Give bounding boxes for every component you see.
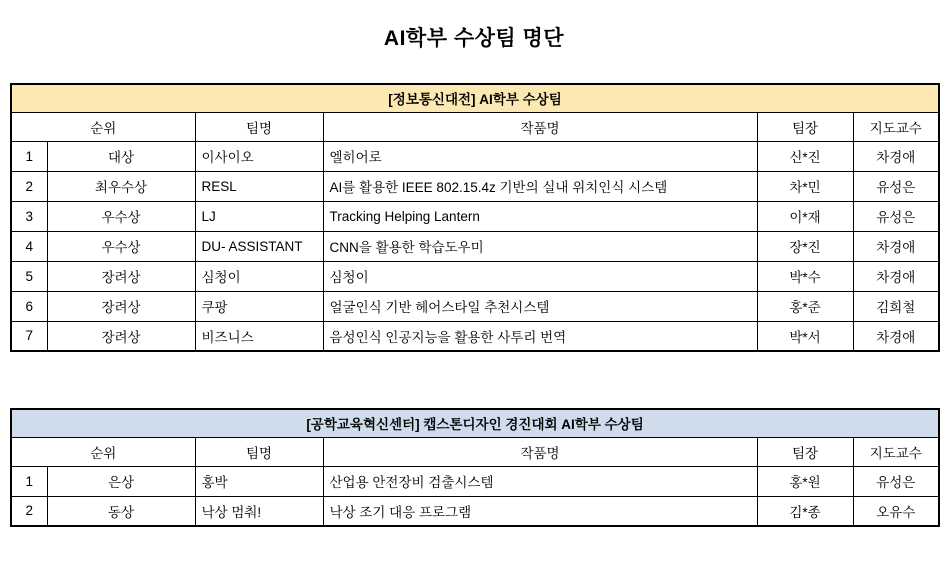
column-header-rank: 순위	[11, 112, 195, 141]
cell-leader: 홍*원	[757, 466, 853, 496]
cell-team: 쿠팡	[195, 291, 323, 321]
cell-professor: 차경애	[853, 141, 939, 171]
table-1-banner: [정보통신대전] AI학부 수상팀	[11, 84, 939, 112]
column-header-leader: 팀장	[757, 437, 853, 466]
table-banner-row	[11, 84, 939, 112]
cell-leader: 김*종	[757, 496, 853, 526]
cell-no: 3	[11, 201, 47, 231]
column-header-professor: 지도교수	[853, 112, 939, 141]
cell-prize: 장려상	[47, 261, 195, 291]
cell-work: 낙상 조기 대응 프로그램	[323, 496, 757, 526]
table-row	[11, 171, 939, 201]
cell-prize: 우수상	[47, 201, 195, 231]
cell-prize: 대상	[47, 141, 195, 171]
cell-work: AI를 활용한 IEEE 802.15.4z 기반의 실내 위치인식 시스템	[323, 171, 757, 201]
cell-team: LJ	[195, 201, 323, 231]
table-row	[11, 291, 939, 321]
cell-no: 4	[11, 231, 47, 261]
column-header-team: 팀명	[195, 437, 323, 466]
cell-work: 심청이	[323, 261, 757, 291]
cell-prize: 장려상	[47, 291, 195, 321]
award-table-2	[10, 408, 940, 527]
cell-no: 6	[11, 291, 47, 321]
table-row	[11, 141, 939, 171]
cell-professor: 김희철	[853, 291, 939, 321]
column-header-rank: 순위	[11, 437, 195, 466]
table-row	[11, 466, 939, 496]
cell-team: 이사이오	[195, 141, 323, 171]
cell-professor: 차경애	[853, 321, 939, 351]
cell-leader: 장*진	[757, 231, 853, 261]
cell-professor: 오유수	[853, 496, 939, 526]
table-row	[11, 261, 939, 291]
cell-prize: 장려상	[47, 321, 195, 351]
cell-no: 5	[11, 261, 47, 291]
page-title: AI학부 수상팀 명단	[383, 27, 565, 50]
table-header-row	[11, 112, 939, 141]
table-row	[11, 321, 939, 351]
cell-team: 비즈니스	[195, 321, 323, 351]
cell-team: DU- ASSISTANT	[195, 231, 323, 261]
column-header-leader: 팀장	[757, 112, 853, 141]
cell-prize: 최우수상	[47, 171, 195, 201]
cell-work: CNN을 활용한 학습도우미	[323, 231, 757, 261]
cell-leader: 홍*준	[757, 291, 853, 321]
cell-no: 1	[11, 141, 47, 171]
cell-work: 산업용 안전장비 검출시스템	[323, 466, 757, 496]
award-table-1-wrapper	[10, 83, 938, 352]
award-table-1	[10, 83, 940, 352]
cell-no: 7	[11, 321, 47, 351]
cell-team: 홍박	[195, 466, 323, 496]
cell-team: RESL	[195, 171, 323, 201]
cell-professor: 차경애	[853, 261, 939, 291]
cell-work: 엘히어로	[323, 141, 757, 171]
cell-professor: 차경애	[853, 231, 939, 261]
cell-no: 1	[11, 466, 47, 496]
cell-work: 음성인식 인공지능을 활용한 사투리 번역	[323, 321, 757, 351]
cell-leader: 이*재	[757, 201, 853, 231]
column-header-professor: 지도교수	[853, 437, 939, 466]
table-2-banner: [공학교육혁신센터] 캡스톤디자인 경진대회 AI학부 수상팀	[11, 409, 939, 437]
table-row	[11, 201, 939, 231]
cell-prize: 은상	[47, 466, 195, 496]
cell-prize: 우수상	[47, 231, 195, 261]
cell-leader: 차*민	[757, 171, 853, 201]
table-banner-row	[11, 409, 939, 437]
award-table-2-wrapper	[10, 408, 938, 527]
cell-work: Tracking Helping Lantern	[323, 201, 757, 231]
cell-no: 2	[11, 496, 47, 526]
cell-professor: 유성은	[853, 201, 939, 231]
cell-leader: 박*수	[757, 261, 853, 291]
cell-team: 낙상 멈춰!	[195, 496, 323, 526]
cell-leader: 신*진	[757, 141, 853, 171]
table-row	[11, 496, 939, 526]
table-header-row	[11, 437, 939, 466]
cell-team: 심청이	[195, 261, 323, 291]
cell-professor: 유성은	[853, 466, 939, 496]
cell-leader: 박*서	[757, 321, 853, 351]
cell-prize: 동상	[47, 496, 195, 526]
column-header-team: 팀명	[195, 112, 323, 141]
table-row	[11, 231, 939, 261]
column-header-work: 작품명	[323, 437, 757, 466]
cell-work: 얼굴인식 기반 헤어스타일 추천시스템	[323, 291, 757, 321]
column-header-work: 작품명	[323, 112, 757, 141]
cell-no: 2	[11, 171, 47, 201]
cell-professor: 유성은	[853, 171, 939, 201]
